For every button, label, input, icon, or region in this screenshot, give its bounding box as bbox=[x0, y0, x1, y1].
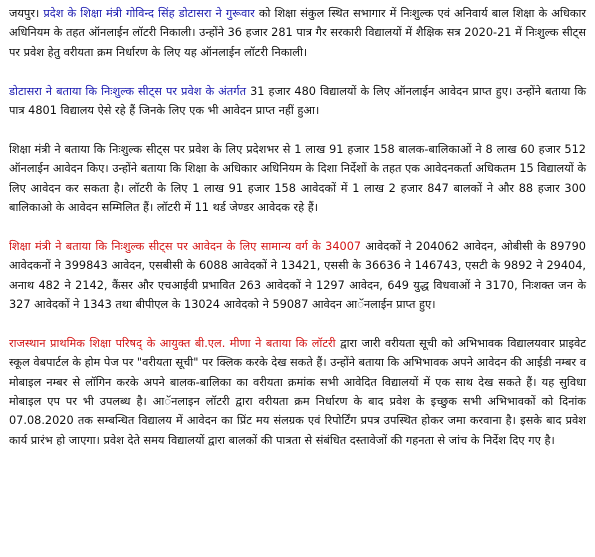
dateline: जयपुर। bbox=[9, 7, 40, 20]
paragraph-highlight: शिक्षा मंत्री ने बताया कि निःशुल्क सीट्स पर आवेदन के लिए सामान्य वर्ग के 34007 bbox=[9, 239, 362, 253]
paragraph-text: शिक्षा मंत्री ने बताया कि निःशुल्क सीट्स पर प्रवेश के लिए प्रदेशभर से 1 लाख 91 हजार 158 बालक-बालिकाओं ने 8 लाख 60 हजार 512 ऑनलाईन आवेदन किए। उन्होंने बताया कि शिक्षा के अधिकार अधिनियम के दिशा निर्देशों के तहत एक आवेदनकर्ता अधिकतम 15 विद्यालयों के लिए आवेदन कर सकता है। लॉटरी के लिए 1 लाख 91 हजार 158 आवेदकों में 1 लाख 2 हजार 847 बालकों ने और 88 हजार 300 बालिकाओ के आवेदन सम्मिलित हैं। लॉटरी में 11 थर्ड जेण्डर आवेदक रहे हैं। bbox=[9, 142, 586, 215]
article-paragraph-3 bbox=[9, 140, 586, 218]
paragraph-text: द्वारा जारी वरीयता सूची को अभिभावक विद्यालयवार प्राइवेट स्कूल वेबपार्टल के होम पेज पर "वरीयता सूची" पर क्लिक करके देख सकते हैं। उन्होंने बताया कि अभिभावक अपने आवेदन की आईडी नम्बर व मोबाइल नम्बर से लॉगिन करके अपने बालक-बालिका का वरीयता क्रमांक सभी आवेदित विद्यालयों में एक साथ देख सकते हैं। यह सुविधा मोबाइल एप पर भी उपलब्ध है। आॅनलाइन लॉटरी द्वारा वरीयता क्रम निर्धारण के बाद प्रवेश के इच्छुक सभी अभिभावकों को दिनांक 07.08.2020 तक सम्बन्धित विद्यालय में आवेदन का प्रिंट मय संलग्रक एवं रिपोर्टिंग प्रपत्र उपस्थित होकर जमा करवाना है। इसके बाद प्रवेश कार्य प्रारंभ हो जाएगा। प्रवेश देते समय विद्यालयों द्वारा बालकों की पात्रता से संबंधित दस्तावेजों की गहनता से जांच के निर्देश दिए गए है। bbox=[9, 336, 586, 447]
article-paragraph-4 bbox=[9, 237, 586, 315]
paragraph-text: को शिक्षा संकुल स्थित सभागार में निःशुल्क एवं अनिवार्य बाल शिक्षा के अधिकार अधिनियम के तहत ऑनलाईन लॉटरी निकाली। उन्होंने 36 हजार 281 पात्र गैर सरकारी विद्यालयों में शैक्षिक सत्र 2020-21 में निःशुल्क सीट्स पर प्रवेश हेतु वरीयता क्रम निर्धारण के लिए यह ऑनलाईन लॉटरी निकाली। bbox=[9, 7, 586, 59]
article-paragraph-5 bbox=[9, 334, 586, 450]
paragraph-highlight: राजस्थान प्राथमिक शिक्षा परिषद् के आयुक्त बी.एल. मीणा ने बताया कि लॉटरी bbox=[9, 336, 336, 350]
paragraph-highlight: प्रदेश के शिक्षा मंत्री गोविन्द सिंह डोटासरा ने गुरूवार bbox=[39, 7, 255, 20]
paragraph-text: 31 हजार 480 विद्यालयों के लिए ऑनलाईन आवेदन प्राप्त हुए। उन्होंने बताया कि पात्र 4801 विद्यालय ऐसे रहे हैं जिनके लिए एक भी आवेदन प्राप्त नहीं हुआ। bbox=[9, 84, 586, 118]
paragraph-highlight: डोटासरा ने बताया कि निःशुल्क सीट्स पर प्रवेश के अंतर्गत bbox=[9, 84, 247, 98]
article-paragraph-1 bbox=[9, 4, 586, 62]
article-paragraph-2 bbox=[9, 82, 586, 121]
paragraph-text: आवेदकों ने 204062 आवेदन, ओबीसी के 89790 आवेदकनों ने 399843 आवेदन, एसबीसी के 6088 आवेदकों ने 13421, एससी के 36636 ने 146743, एसटी के 9892 ने 29404, अनाथ 482 ने 2142, कैंसर और एचआईवी प्रभावित 263 आवेदकों ने 1297 आवेदन, 649 युद्ध विधवाओं ने 3170, निःशक्त जन के 327 आवेदकों ने 1343 तथा बीपीएल के 13024 आवेदको ने 59087 आवेदन आॅनलाईन प्राप्त हुए। bbox=[9, 239, 586, 312]
